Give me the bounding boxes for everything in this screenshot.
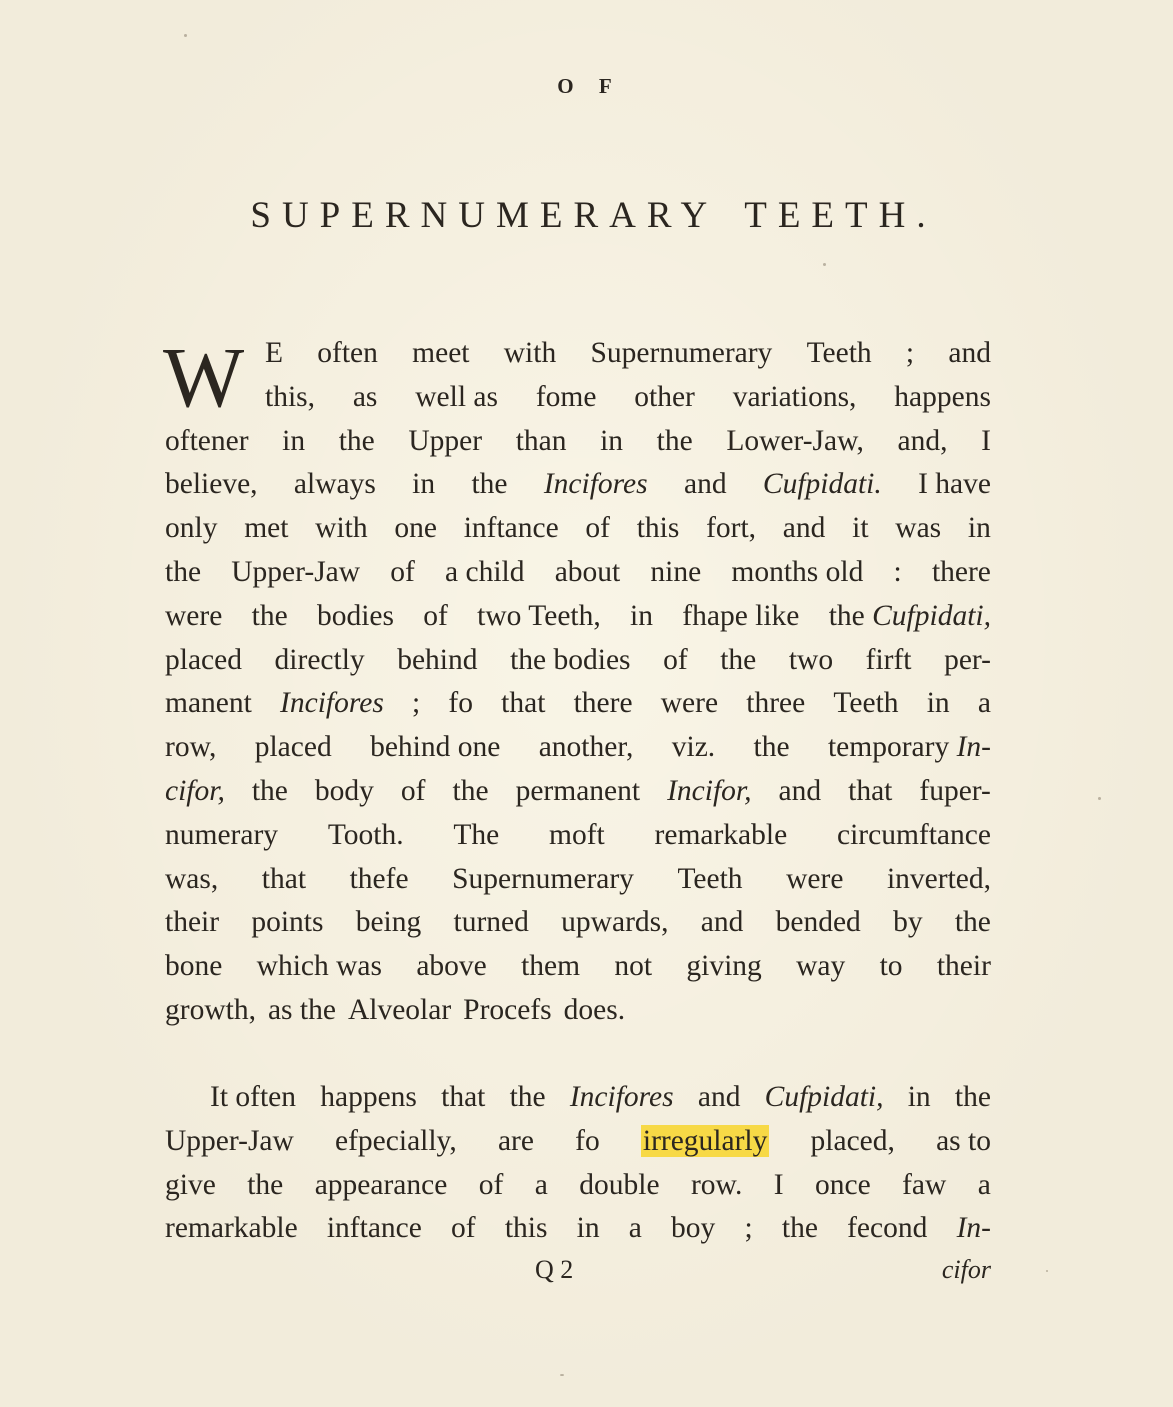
word: this, <box>265 380 315 413</box>
word: that <box>848 774 893 807</box>
word: this <box>504 1212 548 1245</box>
word: in <box>576 1212 600 1245</box>
word: viz. <box>671 731 716 764</box>
word: them <box>521 950 581 983</box>
word: which was <box>256 950 383 983</box>
word: Supernumerary <box>590 337 773 369</box>
word: temporary In- <box>827 731 991 764</box>
word: bone <box>165 950 223 983</box>
word: of <box>423 599 448 632</box>
word: ; <box>905 337 915 369</box>
word: way <box>796 950 846 983</box>
word: behind <box>397 643 478 676</box>
word: inverted, <box>886 862 991 895</box>
word: the <box>509 1081 546 1113</box>
word: two <box>788 643 834 676</box>
word: Supernumerary <box>452 862 634 895</box>
word: and <box>683 468 727 501</box>
word: their <box>936 950 991 983</box>
word: the <box>471 468 508 501</box>
text-line <box>165 726 991 770</box>
word: in <box>630 599 653 632</box>
word: E <box>265 337 284 369</box>
word: growth, <box>165 993 256 1026</box>
word: appearance <box>314 1168 448 1201</box>
title-word-1: SUPERNUMERARY <box>250 195 719 236</box>
word: and <box>778 774 822 807</box>
word: Cufpidati, <box>764 1081 884 1113</box>
word: not <box>614 950 653 983</box>
word: directly <box>274 643 365 676</box>
word: of <box>585 512 610 545</box>
text-line <box>165 858 991 902</box>
word: Cufpidati. <box>762 468 882 501</box>
word: three <box>746 687 806 720</box>
word: placed, <box>810 1124 895 1157</box>
word <box>641 1120 770 1164</box>
word: a child <box>445 555 525 588</box>
paper-speck <box>184 34 187 37</box>
word: double <box>579 1168 660 1201</box>
word: as the <box>267 993 336 1026</box>
word: fuper- <box>919 774 991 807</box>
word: cifor, <box>165 774 225 807</box>
text-line <box>165 332 991 376</box>
word: the <box>247 1168 284 1201</box>
word: Incifores <box>569 1081 674 1113</box>
word: manent <box>165 687 252 720</box>
word: per- <box>944 643 991 676</box>
word: row, <box>165 731 217 764</box>
word: I <box>773 1168 784 1201</box>
word: another, <box>538 731 634 764</box>
word: In- <box>956 1212 991 1245</box>
word: the <box>251 774 288 807</box>
word: points <box>251 906 324 939</box>
text-line <box>165 1120 991 1164</box>
word: and, <box>897 424 948 457</box>
word: Teeth <box>806 337 872 369</box>
word: the <box>251 599 288 632</box>
word: in <box>412 468 436 501</box>
word: Upper <box>408 424 483 457</box>
word: give <box>165 1168 216 1201</box>
word: the <box>452 774 489 807</box>
paragraph-1 <box>163 329 991 1033</box>
text-line <box>165 1207 991 1251</box>
word: and <box>782 512 826 545</box>
word: in <box>600 424 624 457</box>
word: the <box>656 424 693 457</box>
word: placed <box>165 643 242 676</box>
paper-speck <box>823 263 826 266</box>
text-line <box>165 901 991 945</box>
word: I have <box>918 468 991 501</box>
word: often <box>317 337 378 369</box>
text-line <box>165 682 991 726</box>
word: Upper-Jaw <box>231 555 361 588</box>
text-line <box>165 463 991 507</box>
word: fo <box>575 1124 600 1157</box>
page-footer <box>165 1255 991 1295</box>
word: a <box>628 1212 642 1245</box>
word: in <box>907 1081 931 1113</box>
word: two Teeth, <box>477 599 601 632</box>
word: nine <box>650 555 702 588</box>
text-line <box>165 551 991 595</box>
text-line <box>165 945 991 989</box>
word: one <box>394 512 437 545</box>
word: of <box>663 643 688 676</box>
word: there <box>931 555 991 588</box>
word: only <box>165 512 218 545</box>
word: and <box>700 906 744 939</box>
word: : <box>893 555 902 588</box>
drop-capital: W <box>163 329 239 425</box>
word: and <box>948 337 991 369</box>
word: once <box>815 1168 871 1201</box>
word: inftance <box>326 1212 422 1245</box>
word: in <box>926 687 950 720</box>
word: permanent <box>515 774 641 807</box>
word: the <box>753 731 790 764</box>
text-line <box>165 1164 991 1208</box>
text-line <box>165 420 991 464</box>
word: the <box>165 555 202 588</box>
word: above <box>416 950 487 983</box>
word: of <box>478 1168 504 1201</box>
title-word-2: TEETH. <box>744 195 937 236</box>
word: in <box>967 512 991 545</box>
word: a <box>977 687 991 720</box>
word: thefe <box>349 862 409 895</box>
word: well as <box>415 380 498 413</box>
word: other <box>634 380 695 413</box>
word: does. <box>563 993 626 1026</box>
word: their <box>165 906 220 939</box>
text-line <box>165 639 991 683</box>
word: inftance <box>463 512 559 545</box>
word: the <box>720 643 757 676</box>
word: oftener <box>165 424 249 457</box>
word: are <box>497 1124 534 1157</box>
word: faw <box>902 1168 947 1201</box>
word: Teeth <box>677 862 743 895</box>
word: efpecially, <box>335 1124 457 1157</box>
page-title <box>0 194 1173 237</box>
text-line <box>165 1076 991 1120</box>
word: were <box>165 599 223 632</box>
word: with <box>315 512 368 545</box>
word: there <box>573 687 633 720</box>
word: behind one <box>370 731 501 764</box>
word: with <box>503 337 557 369</box>
text-line <box>165 770 991 814</box>
word: bended <box>775 906 861 939</box>
highlighted-word: irregularly <box>642 1124 768 1157</box>
word: always <box>293 468 376 501</box>
word: to <box>879 950 903 983</box>
word: Lower-Jaw, <box>726 424 864 457</box>
word: Teeth <box>833 687 899 720</box>
word: giving <box>686 950 762 983</box>
word: ; <box>744 1212 753 1245</box>
word: The <box>453 818 500 851</box>
word: being <box>355 906 422 939</box>
word: that <box>501 687 546 720</box>
word: the <box>338 424 375 457</box>
word: of <box>400 774 426 807</box>
word: was <box>895 512 942 545</box>
word: believe, <box>165 468 258 501</box>
text-line <box>165 595 991 639</box>
word: that <box>261 862 307 895</box>
word: by <box>893 906 923 939</box>
word: of <box>390 555 415 588</box>
paragraph-2 <box>165 1076 991 1251</box>
word: Alveolar <box>347 993 452 1026</box>
paper-speck <box>560 1374 564 1376</box>
text-line <box>165 376 991 420</box>
word: were <box>660 687 719 720</box>
word: remarkable <box>654 818 788 851</box>
word: fecond <box>847 1212 928 1245</box>
word: Incifor, <box>667 774 752 807</box>
word: turned <box>453 906 529 939</box>
word: fort, <box>706 512 757 545</box>
word: about <box>554 555 621 588</box>
word: fome <box>535 380 597 413</box>
word: that <box>441 1081 486 1113</box>
signature-mark: Q 2 <box>535 1255 574 1284</box>
word: Upper-Jaw <box>165 1124 294 1157</box>
word: remarkable <box>165 1212 298 1245</box>
word: body <box>314 774 374 807</box>
word: months old <box>731 555 864 588</box>
word: Procefs <box>463 993 552 1026</box>
section-prefix: O F <box>557 74 622 98</box>
word: Tooth. <box>327 818 404 851</box>
word: circumftance <box>836 818 991 851</box>
word: row. <box>690 1168 743 1201</box>
word: It often <box>210 1081 297 1113</box>
word: variations, <box>732 380 857 413</box>
word: the <box>954 1081 991 1113</box>
word: meet <box>412 337 470 369</box>
word: and <box>697 1081 741 1113</box>
word: Incifores <box>280 687 384 720</box>
word: the <box>954 906 991 939</box>
word: it <box>852 512 869 545</box>
word: happens <box>894 380 991 413</box>
catchword: cifor <box>941 1255 991 1284</box>
word: a <box>534 1168 548 1201</box>
word: was, <box>165 862 219 895</box>
word: a <box>977 1168 991 1201</box>
word: fhape like <box>682 599 800 632</box>
paper-speck <box>1098 797 1101 800</box>
word: as to <box>936 1124 991 1157</box>
word: this <box>636 512 680 545</box>
word: Incifores <box>543 468 648 501</box>
paper-speck <box>1046 1270 1048 1272</box>
word: firft <box>865 643 912 676</box>
word: I <box>981 424 991 457</box>
text-line <box>165 507 991 551</box>
word: the Cufpidati, <box>828 599 991 632</box>
word: than <box>515 424 567 457</box>
word: boy <box>671 1212 716 1245</box>
word: as <box>352 380 378 413</box>
word: upwards, <box>561 906 669 939</box>
word: happens <box>320 1081 417 1113</box>
word: fo <box>448 687 473 720</box>
word: met <box>244 512 289 545</box>
word: bodies <box>316 599 394 632</box>
text-line <box>165 989 991 1033</box>
text-line <box>165 814 991 858</box>
word: moft <box>549 818 605 851</box>
word: of <box>451 1212 476 1245</box>
word: ; <box>412 687 421 720</box>
word: in <box>282 424 306 457</box>
word: were <box>786 862 844 895</box>
word: numerary <box>165 818 279 851</box>
word: the bodies <box>510 643 631 676</box>
word: the <box>781 1212 818 1245</box>
word: placed <box>254 731 332 764</box>
